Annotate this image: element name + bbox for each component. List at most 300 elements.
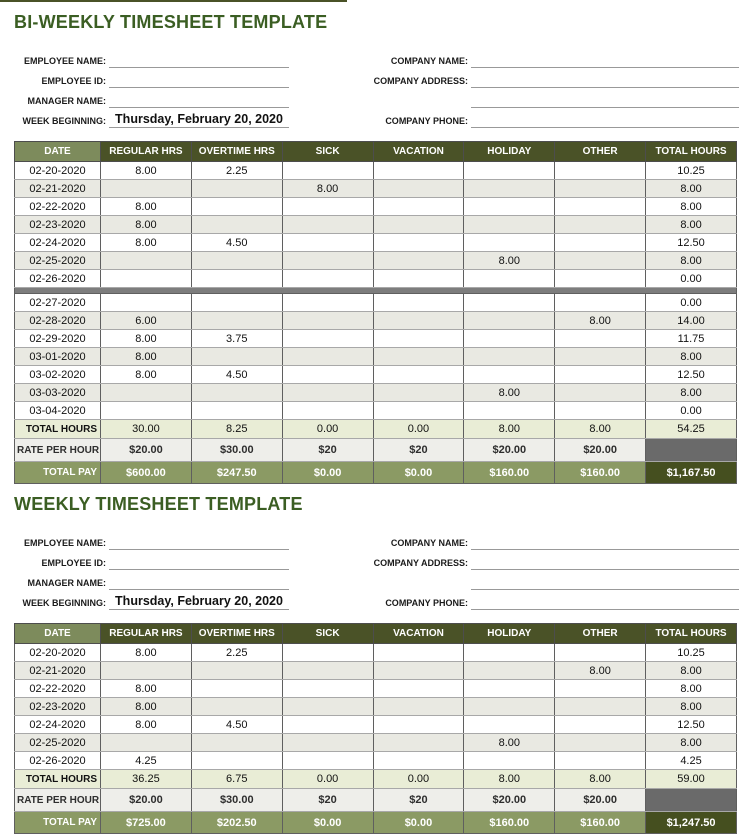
date-cell: 02-24-2020 (15, 716, 101, 734)
manager-name-field[interactable] (109, 91, 289, 108)
total-hours-value: 0.00 (373, 770, 464, 789)
hours-cell: 0.00 (646, 270, 737, 288)
date-cell: 02-20-2020 (15, 644, 101, 662)
hours-cell (555, 270, 646, 288)
hours-cell (191, 752, 282, 770)
weekly-table (14, 623, 737, 834)
company-address-line2-row (343, 570, 739, 590)
rate-per-hour-value: $20.00 (101, 789, 192, 812)
hours-cell (555, 752, 646, 770)
hours-cell (373, 180, 464, 198)
total-pay-value: $160.00 (464, 812, 555, 834)
hours-cell (373, 662, 464, 680)
manager-name-row (14, 88, 289, 108)
hours-cell: 8.00 (101, 698, 192, 716)
company-address-field[interactable] (471, 553, 739, 570)
hours-cell (555, 734, 646, 752)
cropped-header-bar (0, 0, 347, 2)
hours-cell: 12.50 (646, 366, 737, 384)
total-hours-value: 8.00 (464, 770, 555, 789)
hours-cell: 4.50 (191, 366, 282, 384)
total-hours-value: 30.00 (101, 420, 192, 439)
day-row (15, 312, 737, 330)
hours-cell: 8.00 (646, 734, 737, 752)
total-hours-row (15, 420, 737, 439)
date-cell: 03-02-2020 (15, 366, 101, 384)
date-cell: 02-26-2020 (15, 752, 101, 770)
date-cell: 03-04-2020 (15, 402, 101, 420)
rate-per-hour-value: $20.00 (464, 439, 555, 462)
date-cell: 02-22-2020 (15, 198, 101, 216)
hours-cell (282, 198, 373, 216)
hours-cell (464, 662, 555, 680)
hours-cell (282, 234, 373, 252)
hours-cell (464, 698, 555, 716)
hours-cell: 4.25 (646, 752, 737, 770)
hours-cell (555, 180, 646, 198)
hours-cell (282, 662, 373, 680)
column-header-regular-hrs: REGULAR HRS (101, 624, 192, 644)
column-header-sick: SICK (282, 624, 373, 644)
rate-per-hour-value: $20 (373, 789, 464, 812)
hours-cell: 4.25 (101, 752, 192, 770)
manager-name-label: MANAGER NAME: (27, 578, 106, 588)
day-row (15, 348, 737, 366)
company-phone-field[interactable] (471, 111, 739, 128)
hours-cell (282, 752, 373, 770)
biweekly-section (14, 12, 737, 484)
hours-cell: 8.00 (101, 644, 192, 662)
hours-cell (464, 716, 555, 734)
hours-cell (555, 198, 646, 216)
total-hours-value: 8.00 (464, 420, 555, 439)
day-row (15, 384, 737, 402)
manager-name-label: MANAGER NAME: (27, 96, 106, 106)
hours-cell (101, 252, 192, 270)
hours-cell: 12.50 (646, 716, 737, 734)
hours-cell (282, 734, 373, 752)
hours-cell (464, 270, 555, 288)
column-header-total-hours: TOTAL HOURS (646, 624, 737, 644)
total-pay-value: $1,247.50 (646, 812, 737, 834)
hours-cell (101, 294, 192, 312)
rate-per-hour-label: RATE PER HOUR (15, 439, 101, 462)
rate-per-hour-value: $20.00 (464, 789, 555, 812)
hours-cell: 6.00 (101, 312, 192, 330)
total-pay-value: $0.00 (373, 462, 464, 484)
hours-cell: 10.25 (646, 162, 737, 180)
column-header-holiday: HOLIDAY (464, 624, 555, 644)
hours-cell (191, 270, 282, 288)
employee-id-label: EMPLOYEE ID: (41, 76, 106, 86)
hours-cell (101, 180, 192, 198)
rate-per-hour-value (646, 789, 737, 812)
total-hours-value: 0.00 (282, 420, 373, 439)
biweekly-title: BI-WEEKLY TIMESHEET TEMPLATE (14, 12, 328, 32)
hours-cell (191, 348, 282, 366)
manager-name-row (14, 570, 289, 590)
hours-cell (191, 402, 282, 420)
hours-cell (191, 384, 282, 402)
hours-cell (555, 384, 646, 402)
hours-cell: 8.00 (464, 384, 555, 402)
hours-cell (373, 366, 464, 384)
hours-cell (373, 716, 464, 734)
column-header-vacation: VACATION (373, 142, 464, 162)
total-pay-value: $160.00 (555, 462, 646, 484)
hours-cell: 8.00 (464, 734, 555, 752)
day-row (15, 198, 737, 216)
employee-name-label: EMPLOYEE NAME: (23, 538, 106, 548)
hours-cell (555, 402, 646, 420)
date-cell: 02-28-2020 (15, 312, 101, 330)
hours-cell (282, 312, 373, 330)
hours-cell (101, 270, 192, 288)
biweekly-table (14, 141, 737, 484)
hours-cell: 8.00 (646, 384, 737, 402)
date-cell: 02-25-2020 (15, 734, 101, 752)
hours-cell (555, 216, 646, 234)
hours-cell (282, 270, 373, 288)
hours-cell (464, 198, 555, 216)
weekly-section (14, 494, 737, 834)
hours-cell (282, 330, 373, 348)
column-header-total-hours: TOTAL HOURS (646, 142, 737, 162)
hours-cell: 8.00 (282, 180, 373, 198)
hours-cell: 8.00 (464, 252, 555, 270)
column-header-regular-hrs: REGULAR HRS (101, 142, 192, 162)
rate-per-hour-value: $20 (282, 439, 373, 462)
hours-cell (555, 294, 646, 312)
company-address-line2-field[interactable] (471, 91, 739, 108)
hours-cell (373, 294, 464, 312)
week-beginning-value: Thursday, February 20, 2020 (115, 112, 283, 126)
day-row (15, 252, 737, 270)
hours-cell: 8.00 (646, 198, 737, 216)
hours-cell (373, 752, 464, 770)
hours-cell: 8.00 (101, 234, 192, 252)
hours-cell (282, 716, 373, 734)
company-phone-label: COMPANY PHONE: (385, 598, 468, 608)
hours-cell: 0.00 (646, 402, 737, 420)
employee-name-field[interactable] (109, 51, 289, 68)
day-row (15, 180, 737, 198)
hours-cell (555, 252, 646, 270)
day-row (15, 752, 737, 770)
hours-cell (464, 180, 555, 198)
hours-cell (101, 384, 192, 402)
total-hours-value: 0.00 (282, 770, 373, 789)
column-header-holiday: HOLIDAY (464, 142, 555, 162)
total-hours-label: TOTAL HOURS (15, 770, 101, 789)
rate-per-hour-value: $20.00 (555, 439, 646, 462)
company-name-field[interactable] (471, 51, 739, 68)
hours-cell (282, 366, 373, 384)
total-pay-label: TOTAL PAY (15, 462, 101, 484)
column-header-vacation: VACATION (373, 624, 464, 644)
week-beginning-field[interactable] (109, 593, 289, 610)
rate-per-hour-row (15, 439, 737, 462)
weekly-title: WEEKLY TIMESHEET TEMPLATE (14, 494, 303, 514)
day-row (15, 680, 737, 698)
total-hours-row (15, 770, 737, 789)
hours-cell: 0.00 (646, 294, 737, 312)
total-hours-value: 6.75 (191, 770, 282, 789)
date-cell: 02-29-2020 (15, 330, 101, 348)
hours-cell: 8.00 (101, 330, 192, 348)
hours-cell (555, 644, 646, 662)
column-header-date: DATE (15, 624, 101, 644)
day-row (15, 270, 737, 288)
employee-id-label: EMPLOYEE ID: (41, 558, 106, 568)
column-header-other: OTHER (555, 624, 646, 644)
week-beginning-label: WEEK BEGINNING: (22, 116, 106, 126)
hours-cell (282, 162, 373, 180)
hours-cell: 8.00 (646, 680, 737, 698)
day-row (15, 734, 737, 752)
hours-cell: 8.00 (101, 680, 192, 698)
hours-cell (282, 216, 373, 234)
total-hours-value: 8.00 (555, 420, 646, 439)
employee-id-field[interactable] (109, 553, 289, 570)
hours-cell: 8.00 (646, 662, 737, 680)
hours-cell (373, 270, 464, 288)
company-address-label: COMPANY ADDRESS: (373, 76, 468, 86)
date-cell: 03-03-2020 (15, 384, 101, 402)
hours-cell: 8.00 (101, 216, 192, 234)
total-hours-value: 0.00 (373, 420, 464, 439)
page (0, 12, 751, 834)
week-beginning-label: WEEK BEGINNING: (22, 598, 106, 608)
date-cell: 02-21-2020 (15, 662, 101, 680)
hours-cell (101, 734, 192, 752)
column-header-overtime-hrs: OVERTIME HRS (191, 142, 282, 162)
total-pay-value: $0.00 (282, 812, 373, 834)
employee-name-row (14, 48, 289, 68)
company-name-row (343, 48, 739, 68)
company-phone-label: COMPANY PHONE: (385, 116, 468, 126)
employee-id-field[interactable] (109, 71, 289, 88)
day-row (15, 294, 737, 312)
form-column-right (343, 48, 739, 128)
employee-name-label: EMPLOYEE NAME: (23, 56, 106, 66)
column-header-date: DATE (15, 142, 101, 162)
hours-cell (373, 680, 464, 698)
hours-cell: 8.00 (646, 252, 737, 270)
company-address-row (343, 550, 739, 570)
total-pay-value: $160.00 (464, 462, 555, 484)
company-address-label: COMPANY ADDRESS: (373, 558, 468, 568)
company-name-label: COMPANY NAME: (390, 538, 468, 548)
employee-name-row (14, 530, 289, 550)
company-address-field[interactable] (471, 71, 739, 88)
form-column-right (343, 530, 739, 610)
hours-cell (282, 384, 373, 402)
hours-cell: 2.25 (191, 644, 282, 662)
hours-cell (282, 294, 373, 312)
column-header-other: OTHER (555, 142, 646, 162)
hours-cell: 8.00 (101, 716, 192, 734)
hours-cell (464, 216, 555, 234)
date-cell: 02-27-2020 (15, 294, 101, 312)
company-address-line2-row (343, 88, 739, 108)
hours-cell (373, 698, 464, 716)
rate-per-hour-value: $20.00 (101, 439, 192, 462)
hours-cell (464, 162, 555, 180)
total-pay-label: TOTAL PAY (15, 812, 101, 834)
rate-per-hour-label: RATE PER HOUR (15, 789, 101, 812)
hours-cell (191, 216, 282, 234)
hours-cell (555, 162, 646, 180)
hours-cell (101, 662, 192, 680)
hours-cell (373, 162, 464, 180)
hours-cell (191, 294, 282, 312)
hours-cell: 10.25 (646, 644, 737, 662)
hours-cell (464, 294, 555, 312)
hours-cell (373, 384, 464, 402)
hours-cell (282, 698, 373, 716)
hours-cell (464, 644, 555, 662)
day-row (15, 366, 737, 384)
week-beginning-value: Thursday, February 20, 2020 (115, 594, 283, 608)
date-cell: 02-23-2020 (15, 216, 101, 234)
rate-per-hour-value (646, 439, 737, 462)
hours-cell (373, 734, 464, 752)
hours-cell (191, 662, 282, 680)
hours-cell: 8.00 (555, 312, 646, 330)
hours-cell (464, 752, 555, 770)
hours-cell (555, 698, 646, 716)
day-row (15, 716, 737, 734)
total-pay-value: $0.00 (373, 812, 464, 834)
hours-cell (101, 402, 192, 420)
company-phone-row (343, 108, 739, 128)
hours-cell (191, 734, 282, 752)
date-cell: 02-26-2020 (15, 270, 101, 288)
total-hours-value: 54.25 (646, 420, 737, 439)
hours-cell (464, 402, 555, 420)
hours-cell (282, 402, 373, 420)
day-row (15, 644, 737, 662)
company-address-line2-field[interactable] (471, 573, 739, 590)
hours-cell (373, 330, 464, 348)
hours-cell (464, 366, 555, 384)
column-header-sick: SICK (282, 142, 373, 162)
hours-cell: 8.00 (646, 698, 737, 716)
hours-cell (373, 312, 464, 330)
date-cell: 03-01-2020 (15, 348, 101, 366)
form-column-left (14, 48, 289, 128)
hours-cell: 2.25 (191, 162, 282, 180)
hours-cell (191, 252, 282, 270)
hours-cell: 11.75 (646, 330, 737, 348)
total-pay-value: $202.50 (191, 812, 282, 834)
company-name-label: COMPANY NAME: (390, 56, 468, 66)
hours-cell (555, 680, 646, 698)
hours-cell: 3.75 (191, 330, 282, 348)
date-cell: 02-20-2020 (15, 162, 101, 180)
employee-id-row (14, 550, 289, 570)
date-cell: 02-24-2020 (15, 234, 101, 252)
rate-per-hour-row (15, 789, 737, 812)
total-pay-value: $600.00 (101, 462, 192, 484)
hours-cell (191, 680, 282, 698)
date-cell: 02-21-2020 (15, 180, 101, 198)
form-column-left (14, 530, 289, 610)
hours-cell (555, 234, 646, 252)
total-pay-value: $1,167.50 (646, 462, 737, 484)
total-pay-row (15, 812, 737, 834)
weekly-form (14, 530, 737, 610)
hours-cell (464, 680, 555, 698)
total-pay-value: $725.00 (101, 812, 192, 834)
week-beginning-field[interactable] (109, 111, 289, 128)
header-row (15, 142, 737, 162)
week-beginning-row (14, 590, 289, 610)
date-cell: 02-25-2020 (15, 252, 101, 270)
company-name-field[interactable] (471, 533, 739, 550)
day-row (15, 216, 737, 234)
hours-cell (282, 252, 373, 270)
column-header-overtime-hrs: OVERTIME HRS (191, 624, 282, 644)
company-phone-field[interactable] (471, 593, 739, 610)
rate-per-hour-value: $30.00 (191, 439, 282, 462)
hours-cell (373, 216, 464, 234)
manager-name-field[interactable] (109, 573, 289, 590)
hours-cell (373, 198, 464, 216)
total-hours-value: 8.25 (191, 420, 282, 439)
total-hours-value: 36.25 (101, 770, 192, 789)
day-row (15, 662, 737, 680)
employee-name-field[interactable] (109, 533, 289, 550)
hours-cell (373, 234, 464, 252)
hours-cell: 8.00 (101, 366, 192, 384)
hours-cell (282, 644, 373, 662)
hours-cell (191, 312, 282, 330)
hours-cell (464, 234, 555, 252)
hours-cell (555, 366, 646, 384)
hours-cell: 14.00 (646, 312, 737, 330)
rate-per-hour-value: $20.00 (555, 789, 646, 812)
hours-cell (373, 644, 464, 662)
rate-per-hour-value: $20 (282, 789, 373, 812)
date-cell: 02-22-2020 (15, 680, 101, 698)
week-beginning-row (14, 108, 289, 128)
total-hours-label: TOTAL HOURS (15, 420, 101, 439)
hours-cell (555, 348, 646, 366)
day-row (15, 402, 737, 420)
company-phone-row (343, 590, 739, 610)
company-name-row (343, 530, 739, 550)
hours-cell: 8.00 (555, 662, 646, 680)
day-row (15, 330, 737, 348)
biweekly-form (14, 48, 737, 128)
hours-cell: 8.00 (101, 198, 192, 216)
total-hours-value: 8.00 (555, 770, 646, 789)
hours-cell: 12.50 (646, 234, 737, 252)
hours-cell (282, 348, 373, 366)
hours-cell (282, 680, 373, 698)
company-address-row (343, 68, 739, 88)
hours-cell (191, 198, 282, 216)
header-row (15, 624, 737, 644)
total-pay-value: $160.00 (555, 812, 646, 834)
hours-cell: 8.00 (101, 162, 192, 180)
hours-cell: 8.00 (646, 180, 737, 198)
day-row (15, 234, 737, 252)
hours-cell: 8.00 (101, 348, 192, 366)
hours-cell: 8.00 (646, 348, 737, 366)
